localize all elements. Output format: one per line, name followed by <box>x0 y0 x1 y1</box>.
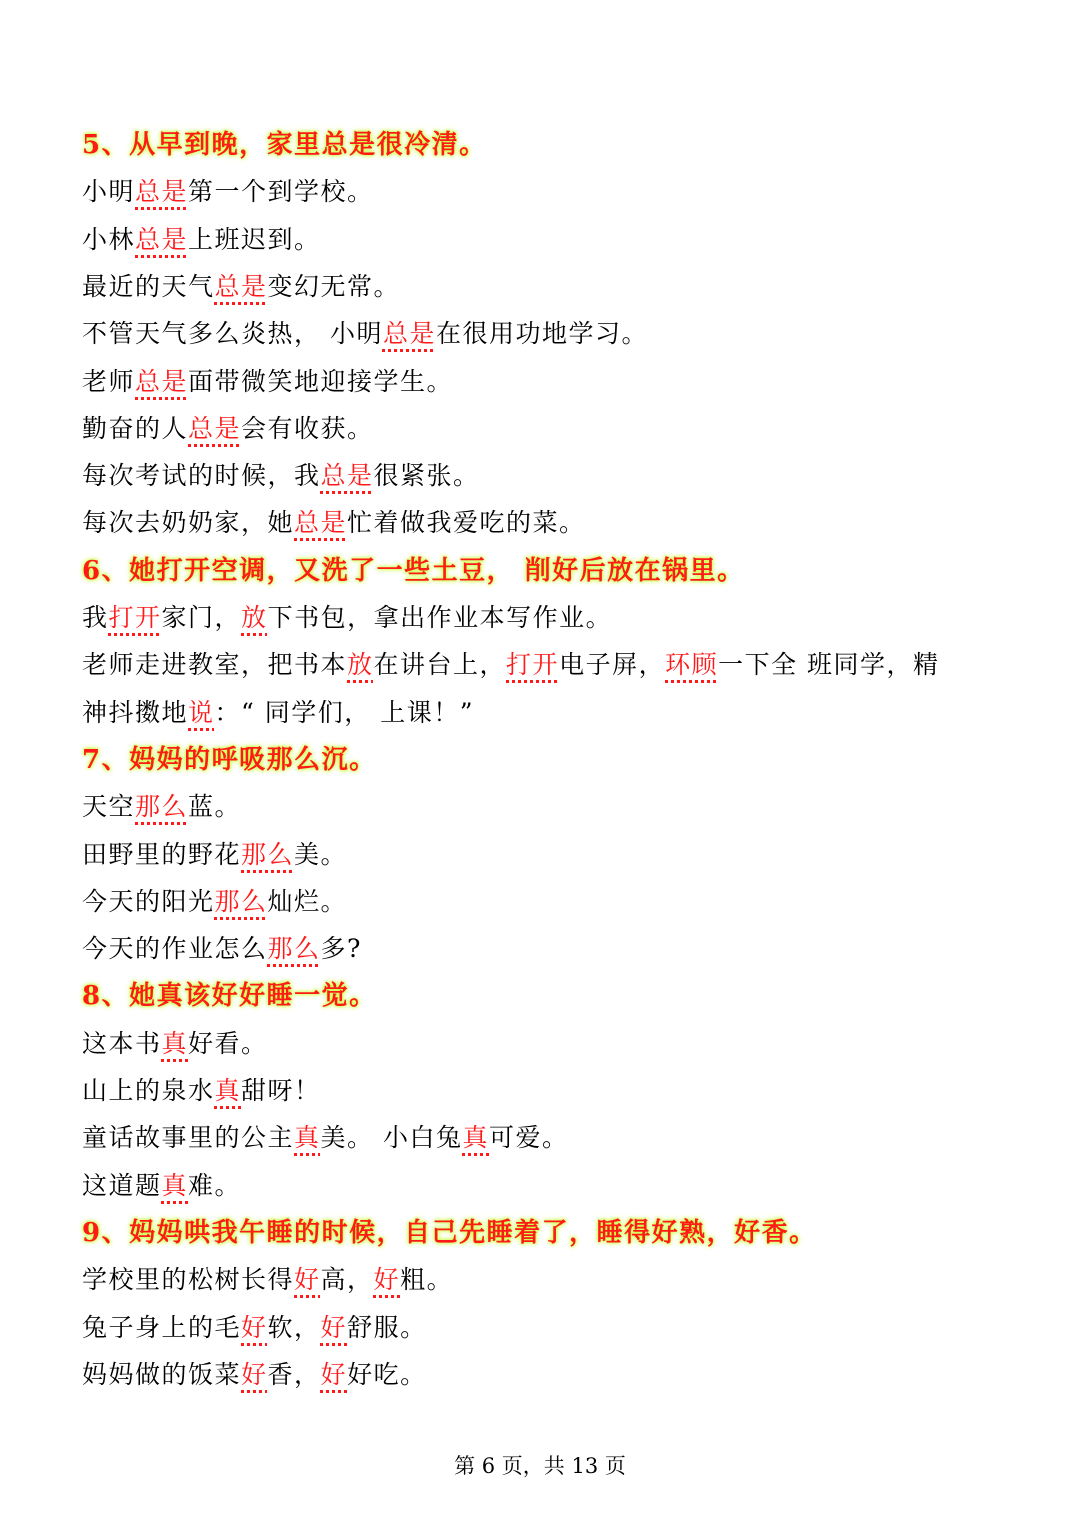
example-sentence <box>82 272 1002 302</box>
text-segment: 美。 <box>294 840 348 869</box>
text-segment: 8、她真该好好睡一觉。 <box>82 981 377 1011</box>
highlighted-word: 真 <box>294 1123 321 1152</box>
highlighted-word: 总是 <box>135 367 189 396</box>
highlighted-word: 真 <box>161 1171 189 1200</box>
text-segment: 7、妈妈的呼吸那么沉。 <box>82 745 377 775</box>
highlighted-word: 总是 <box>188 414 242 443</box>
text-segment: 会有收获。 <box>241 414 374 443</box>
text-segment: 下书包，拿出作业本写作业。 <box>267 603 613 632</box>
text-segment: 难。 <box>188 1171 242 1200</box>
text-segment: 不管天气多么炎热， 小明 <box>82 319 383 348</box>
example-sentence <box>82 1171 1002 1201</box>
text-segment: 蓝。 <box>188 792 242 821</box>
highlighted-word: 总是 <box>320 461 374 490</box>
example-sentence <box>82 1029 1002 1059</box>
text-segment: 田野里的野花 <box>82 840 242 869</box>
text-segment: 兔子身上的毛 <box>82 1313 242 1342</box>
example-sentence <box>82 414 1002 444</box>
text-segment: 神抖擞地 <box>82 698 189 727</box>
highlighted-word: 环顾 <box>665 650 719 679</box>
highlighted-word: 真 <box>161 1029 189 1058</box>
text-segment: 5、从早到晚，家里总是很冷清。 <box>82 130 487 160</box>
text-segment: 小林 <box>82 225 136 254</box>
highlighted-word: 总是 <box>382 319 436 348</box>
highlighted-word: 打开 <box>108 603 162 632</box>
highlighted-word: 那么 <box>214 887 268 916</box>
example-sentence <box>82 650 1002 680</box>
example-sentence <box>82 698 1002 728</box>
highlighted-word: 总是 <box>294 508 348 537</box>
example-sentence <box>82 367 1002 397</box>
highlighted-word: 好 <box>241 1313 268 1342</box>
example-sentence <box>82 603 1002 633</box>
text-segment: 老师走进教室，把书本 <box>82 650 348 679</box>
text-segment: 勤奋的人 <box>82 414 189 443</box>
text-segment: 我 <box>82 603 109 632</box>
text-segment: 这道题 <box>82 1171 162 1200</box>
highlighted-word: 好 <box>373 1265 401 1294</box>
highlighted-word: 总是 <box>214 272 268 301</box>
highlighted-word: 好 <box>294 1265 321 1294</box>
text-segment: 高， <box>320 1265 374 1294</box>
text-segment: 多? <box>320 934 362 963</box>
text-segment: 美。 小白兔 <box>320 1123 463 1152</box>
text-segment: 甜呀！ <box>241 1076 321 1105</box>
text-segment: 老师 <box>82 367 136 396</box>
highlighted-word: 那么 <box>241 840 295 869</box>
text-segment: 每次去奶奶家，她 <box>82 508 295 537</box>
highlighted-word: 总是 <box>135 225 189 254</box>
text-segment: 山上的泉水 <box>82 1076 215 1105</box>
text-segment: 第一个到学校。 <box>188 177 374 206</box>
text-segment: 在很用功地学习。 <box>435 319 648 348</box>
text-segment: 家门， <box>161 603 242 632</box>
text-segment: 6、她打开空调，又洗了一些土豆， 削好后放在锅里。 <box>82 556 745 586</box>
text-segment: 童话故事里的公主 <box>82 1123 295 1152</box>
section-heading <box>82 130 1002 160</box>
example-sentence <box>82 1076 1002 1106</box>
text-segment: 粗。 <box>400 1265 454 1294</box>
highlighted-word: 那么 <box>267 934 321 963</box>
example-sentence <box>82 319 1002 349</box>
highlighted-word: 打开 <box>506 650 560 679</box>
text-segment: 香， <box>267 1360 321 1389</box>
text-segment: 小明 <box>82 177 136 206</box>
text-segment: 面带微笑地迎接学生。 <box>188 367 454 396</box>
text-segment: 今天的阳光 <box>82 887 215 916</box>
section-heading <box>82 981 1002 1011</box>
example-sentence <box>82 1265 1002 1295</box>
highlighted-word: 真 <box>462 1123 489 1152</box>
section-heading <box>82 556 1002 586</box>
example-sentence <box>82 840 1002 870</box>
example-sentence <box>82 934 1002 964</box>
page-footer: 第 6 页，共 13 页 <box>454 1454 626 1478</box>
text-segment: 好看。 <box>188 1029 268 1058</box>
example-sentence <box>82 461 1002 491</box>
highlighted-word: 放 <box>241 603 268 632</box>
text-segment: 很紧张。 <box>373 461 480 490</box>
text-segment: 天空 <box>82 792 136 821</box>
text-segment: 妈妈做的饭菜 <box>82 1360 242 1389</box>
text-segment: 今天的作业怎么 <box>82 934 268 963</box>
text-segment: 可爱。 <box>489 1123 569 1152</box>
example-sentence <box>82 1360 1002 1390</box>
text-segment: 最近的天气 <box>82 272 215 301</box>
text-segment: 变幻无常。 <box>267 272 401 301</box>
highlighted-word: 好 <box>320 1360 348 1389</box>
section-heading <box>82 745 1002 775</box>
highlighted-word: 好 <box>241 1360 268 1389</box>
text-segment: 一下全 班同学，精 <box>718 650 940 679</box>
example-sentence <box>82 1313 1002 1343</box>
example-sentence <box>82 177 1002 207</box>
highlighted-word: 放 <box>347 650 374 679</box>
highlighted-word: 真 <box>214 1076 242 1105</box>
text-segment: ：“ 同学们， 上课！” <box>214 698 474 727</box>
example-sentence <box>82 225 1002 255</box>
example-sentence <box>82 1123 1002 1153</box>
example-sentence <box>82 508 1002 538</box>
highlighted-word: 说 <box>188 698 215 727</box>
text-segment: 学校里的松树长得 <box>82 1265 295 1294</box>
example-sentence <box>82 792 1002 822</box>
highlighted-word: 好 <box>320 1313 348 1342</box>
text-segment: 好吃。 <box>347 1360 427 1389</box>
text-segment: 上班迟到。 <box>188 225 321 254</box>
example-sentence <box>82 887 1002 917</box>
section-heading <box>82 1218 1002 1248</box>
highlighted-word: 总是 <box>135 177 189 206</box>
text-segment: 每次考试的时候，我 <box>82 461 321 490</box>
text-segment: 灿烂。 <box>267 887 348 916</box>
text-segment: 电子屏， <box>559 650 666 679</box>
text-segment: 忙着做我爱吃的菜。 <box>347 508 586 537</box>
highlighted-word: 那么 <box>135 792 189 821</box>
text-segment: 舒服。 <box>347 1313 427 1342</box>
text-segment: 这本书 <box>82 1029 162 1058</box>
text-segment: 在讲台上， <box>373 650 507 679</box>
text-segment: 软， <box>267 1313 321 1342</box>
text-segment: 9、妈妈哄我午睡的时候，自己先睡着了，睡得好熟，好香。 <box>82 1218 817 1248</box>
